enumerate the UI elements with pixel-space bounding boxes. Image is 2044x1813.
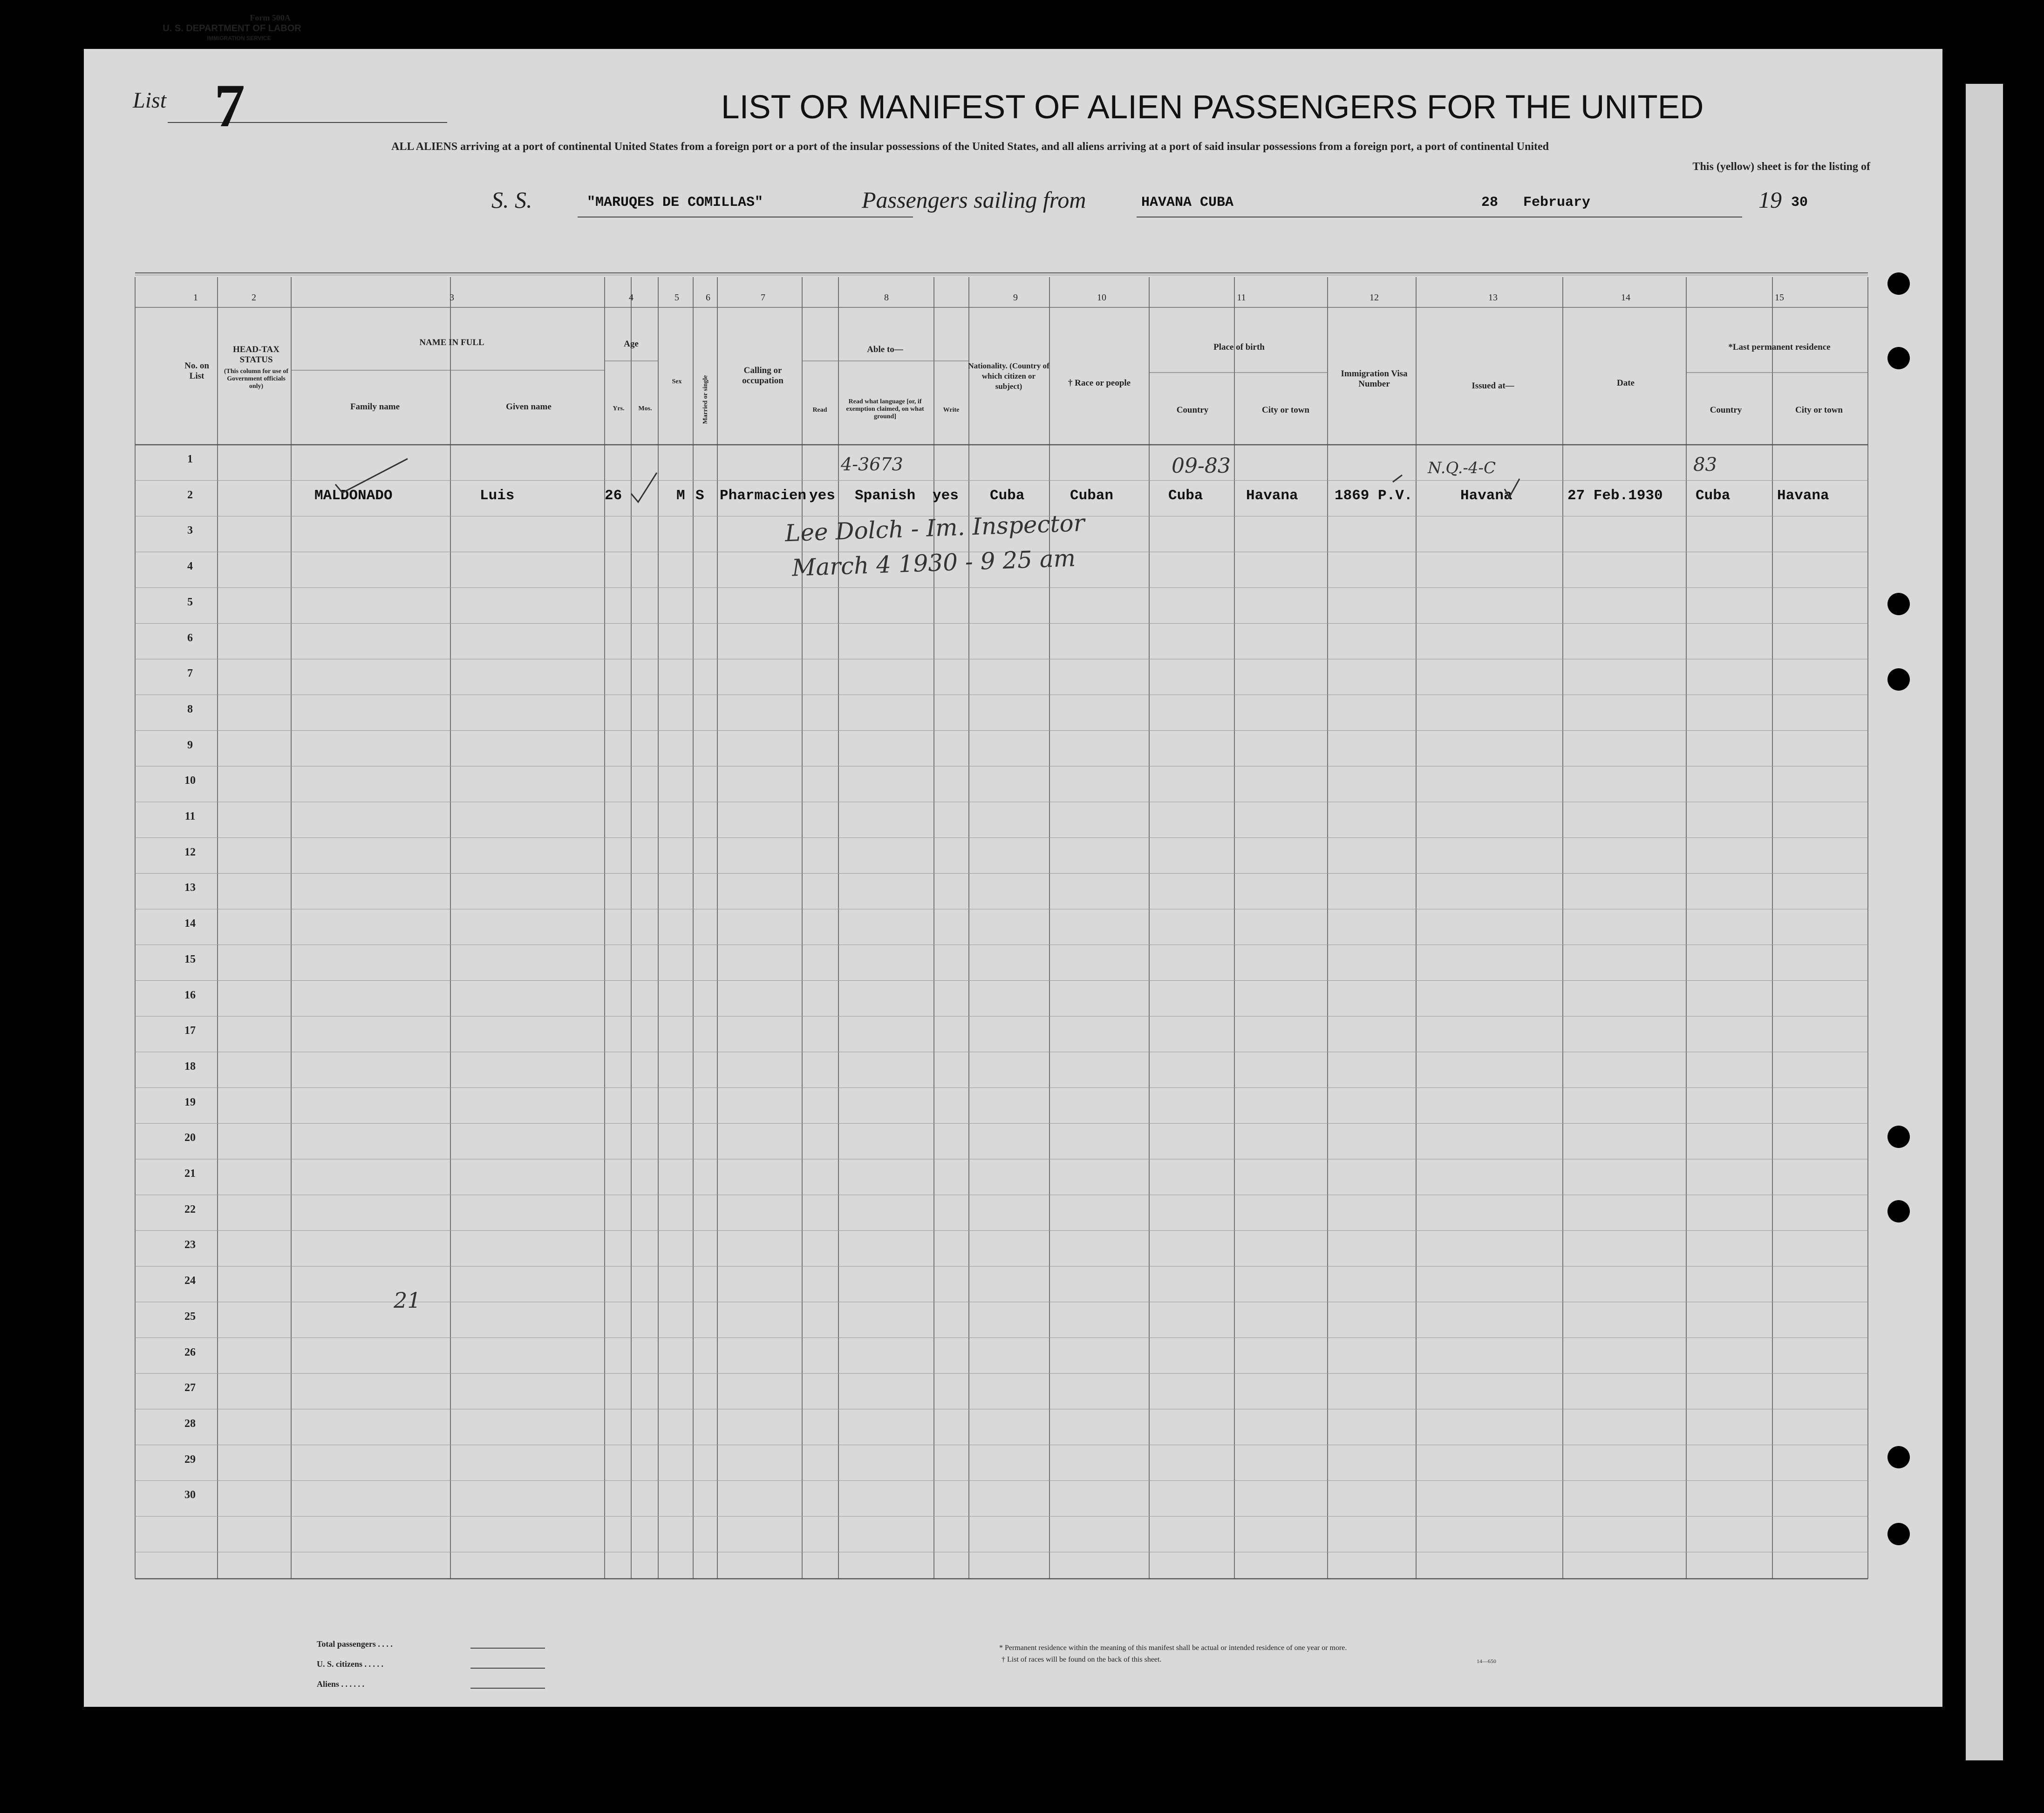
row-number: 14 — [184, 917, 196, 930]
header-res-country: Country — [1710, 405, 1742, 415]
passenger-visa-date: 27 Feb.1930 — [1567, 488, 1663, 504]
col-num-15: 15 — [1775, 292, 1784, 303]
handwritten-birth-note: 09-83 — [1172, 454, 1231, 478]
row-number: 23 — [184, 1239, 196, 1251]
passenger-issued-at: Havana — [1460, 488, 1513, 504]
check-mark-icon — [1505, 479, 1519, 497]
col-num-9: 9 — [1013, 292, 1018, 303]
binder-hole-icon — [1887, 668, 1910, 691]
manifest-title: LIST OR MANIFEST OF ALIEN PASSENGERS FOR THE UNITED — [721, 89, 1704, 126]
binder-hole-icon — [1887, 1446, 1910, 1468]
footnote-residence: * Permanent residence within the meaning of this manifest shall be actual or intended residence of one year or more. — [999, 1644, 1347, 1652]
passenger-race: Cuban — [1070, 488, 1114, 504]
passenger-sex: M — [676, 488, 685, 504]
row-number: 11 — [184, 810, 196, 822]
total-passengers-line — [470, 1648, 545, 1649]
col-num-5: 5 — [675, 292, 679, 303]
header-age: Age — [624, 339, 639, 349]
header-place-of-birth: Place of birth — [1213, 342, 1265, 352]
header-race: † Race or people — [1068, 378, 1131, 388]
header-res-city: City or town — [1795, 405, 1843, 415]
row-number: 6 — [187, 631, 193, 644]
col-num-2: 2 — [252, 292, 256, 303]
header-given-name: Given name — [506, 402, 552, 412]
row-number: 22 — [184, 1203, 196, 1215]
sailing-from-label: Passengers sailing from — [862, 187, 1086, 213]
list-label: List — [133, 88, 167, 113]
form-number: Form 500A — [250, 13, 291, 22]
row-number: 2 — [187, 489, 193, 501]
passenger-read: yes — [809, 488, 835, 504]
row-number: 21 — [184, 1168, 196, 1180]
row-number: 29 — [184, 1453, 196, 1466]
row-number: 1 — [187, 453, 193, 465]
row-number: 25 — [184, 1310, 196, 1323]
row-number: 16 — [184, 989, 196, 1001]
header-issued-at: Issued at— — [1472, 381, 1514, 391]
header-visa-number: Immigration Visa Number — [1341, 369, 1408, 389]
col-num-13: 13 — [1488, 292, 1498, 303]
sailing-year-suffix: 30 — [1791, 195, 1808, 210]
row-number: 19 — [184, 1096, 196, 1108]
col-num-11: 11 — [1237, 292, 1246, 303]
header-sex: Sex — [672, 378, 682, 385]
instructions-line-2: This (yellow) sheet is for the listing of — [1692, 161, 1870, 173]
handwritten-file-number: 4-3673 — [841, 454, 903, 475]
row-number: 10 — [184, 774, 196, 787]
header-write: Write — [943, 407, 960, 414]
row-number: 26 — [184, 1346, 196, 1358]
row-number: 8 — [187, 703, 193, 715]
header-last-residence: *Last permanent residence — [1728, 342, 1831, 352]
header-no-on-list: No. on List — [184, 361, 209, 381]
binder-hole-icon — [1887, 272, 1910, 295]
row-number: 4 — [187, 560, 193, 573]
col-num-6: 6 — [706, 292, 710, 303]
inspection-date-note: March 4 1930 - 9 25 am — [791, 544, 1076, 582]
passenger-language: Spanish — [855, 488, 916, 504]
us-citizens-line — [470, 1668, 545, 1669]
header-name-in-full: NAME IN FULL — [419, 338, 484, 347]
row-number: 18 — [184, 1060, 196, 1073]
header-nationality: Nationality. (Country of which citizen or subject) — [968, 361, 1049, 391]
row-number: 15 — [184, 953, 196, 965]
header-date: Date — [1617, 378, 1635, 388]
total-passengers-label: Total passengers . . . . — [317, 1639, 393, 1649]
passenger-nationality: Cuba — [990, 488, 1025, 504]
row-number: 12 — [184, 846, 196, 858]
departure-port: HAVANA CUBA — [1141, 195, 1234, 210]
us-citizens-label: U. S. citizens . . . . . — [317, 1659, 383, 1669]
col-num-4: 4 — [629, 292, 634, 303]
print-code: 14—650 — [1477, 1658, 1496, 1664]
service-name: IMMIGRATION SERVICE — [207, 35, 271, 41]
list-number: 7 — [214, 71, 245, 140]
header-birth-city: City or town — [1261, 405, 1310, 415]
header-read-language: Read what language [or, if exemption claimed, on what ground] — [846, 398, 924, 420]
passenger-res-city: Havana — [1777, 488, 1829, 504]
header-able-to: Able to— — [867, 345, 903, 354]
check-mark-icon — [335, 459, 408, 493]
department-name: U. S. DEPARTMENT OF LABOR — [163, 23, 301, 34]
row-number: 27 — [184, 1382, 196, 1394]
binder-hole-icon — [1887, 347, 1910, 369]
row-number: 3 — [187, 524, 193, 537]
passenger-family-name: MALDONADO — [314, 488, 393, 504]
col-num-10: 10 — [1097, 292, 1106, 303]
row-number: 7 — [187, 667, 193, 680]
row-number: 24 — [184, 1275, 196, 1287]
header-birth-country: Country — [1176, 405, 1209, 415]
header-read: Read — [812, 407, 827, 414]
row-number: 28 — [184, 1417, 196, 1430]
binder-hole-icon — [1887, 1523, 1910, 1545]
header-age-yrs: Yrs. — [613, 405, 625, 412]
passenger-birth-country: Cuba — [1168, 488, 1203, 504]
ss-label: S. S. — [491, 187, 532, 213]
margin-number: 21 — [394, 1288, 421, 1313]
passenger-write: yes — [933, 488, 959, 504]
binder-hole-icon — [1887, 593, 1910, 615]
col-num-8: 8 — [884, 292, 889, 303]
sailing-day: 28 — [1481, 195, 1499, 210]
row-number: 13 — [184, 882, 196, 894]
col-num-7: 7 — [761, 292, 765, 303]
row-number: 30 — [184, 1489, 196, 1501]
header-head-tax-note: (This column for use of Government officials only) — [224, 368, 289, 390]
passenger-age-yrs: 26 — [605, 488, 622, 504]
passenger-marital: S — [695, 488, 704, 504]
instructions-line-1: ALL ALIENS arriving at a port of continental United States from a foreign port or a port of the insular possessions of the United States, and all aliens arriving at a port of said insular possessions from a foreign port, a port of continental United — [391, 141, 1549, 153]
row-number: 5 — [187, 596, 193, 608]
sailing-month: February — [1523, 195, 1591, 210]
binder-hole-icon — [1887, 1200, 1910, 1222]
passenger-visa-number: 1869 P.V. — [1335, 488, 1413, 504]
row-number: 9 — [187, 739, 193, 751]
col-num-1: 1 — [193, 292, 198, 303]
header-head-tax: HEAD-TAX STATUS — [233, 345, 279, 365]
footnote-races: † List of races will be found on the back of this sheet. — [1002, 1656, 1162, 1664]
handwritten-issued-note: N.Q.-4-C — [1428, 459, 1496, 477]
inspector-signature: Lee Dolch - Im. Inspector — [784, 509, 1085, 547]
aliens-line — [470, 1688, 545, 1689]
header-age-mos: Mos. — [638, 405, 652, 412]
passenger-given-name: Luis — [480, 488, 515, 504]
passenger-res-country: Cuba — [1696, 488, 1731, 504]
binder-hole-icon — [1887, 1126, 1910, 1148]
row-number: 20 — [184, 1132, 196, 1144]
passenger-occupation: Pharmacien — [720, 488, 807, 504]
handwritten-residence-note: 83 — [1693, 454, 1717, 475]
header-family-name: Family name — [350, 402, 400, 412]
header-calling: Calling or occupation — [742, 366, 784, 386]
col-num-14: 14 — [1621, 292, 1630, 303]
aliens-label: Aliens . . . . . . — [317, 1679, 365, 1689]
check-mark-icon — [1393, 475, 1402, 482]
col-num-3: 3 — [450, 292, 454, 303]
ship-name: "MARUQES DE COMILLAS" — [587, 195, 763, 210]
col-num-12: 12 — [1369, 292, 1379, 303]
check-mark-icon — [631, 473, 657, 502]
row-number: 17 — [184, 1025, 196, 1037]
passenger-birth-city: Havana — [1246, 488, 1298, 504]
header-married-single: Married or single — [702, 375, 709, 424]
sailing-year-prefix: 19 — [1758, 187, 1782, 213]
